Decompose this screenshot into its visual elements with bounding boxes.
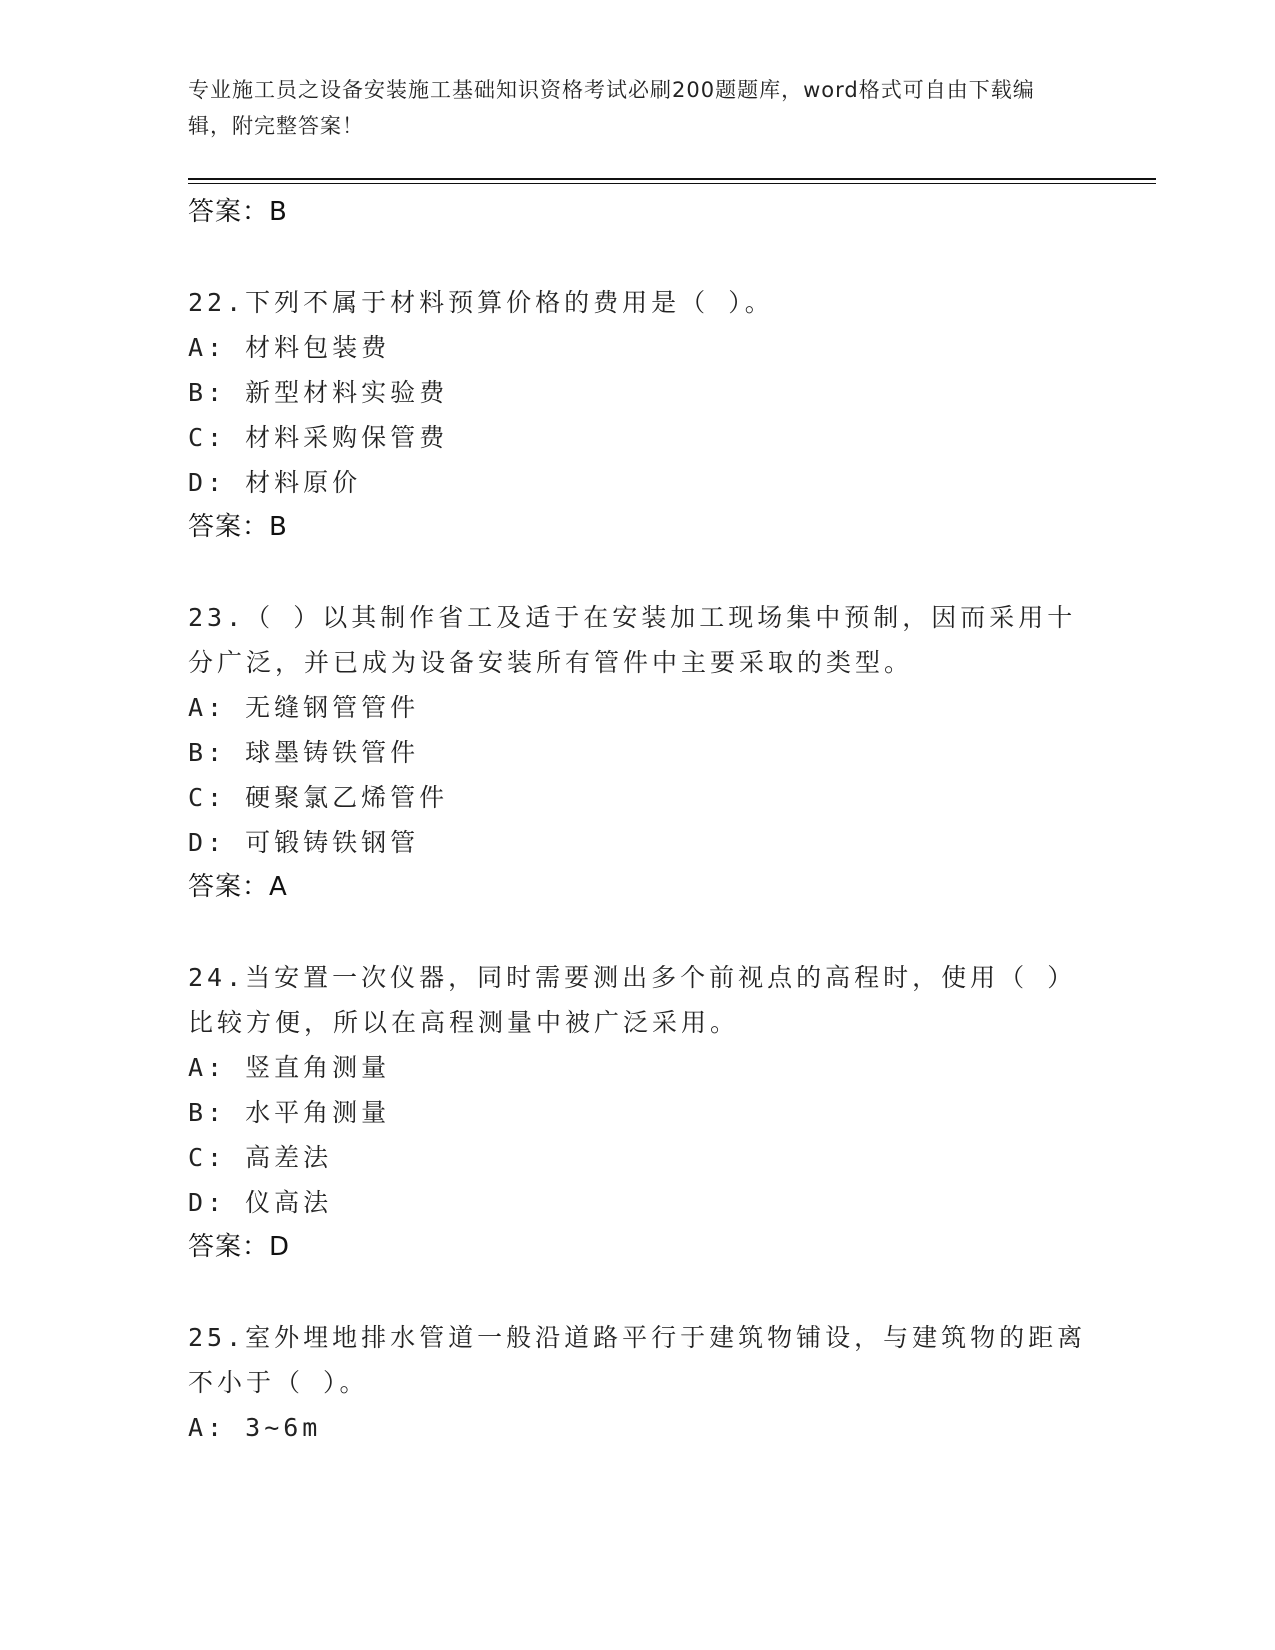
answer-line: 答案：B [188,197,288,227]
option-a: A: 无缝钢管管件 [188,693,420,722]
answer-line: 答案：A [188,872,288,902]
option-c: C: 硬聚氯乙烯管件 [188,783,449,812]
option-d: D: 仪高法 [188,1188,333,1217]
question-list [188,190,1088,1450]
question-text: 24.当安置一次仪器，同时需要测出多个前视点的高程时，使用（ ）比较方便，所以在高程测量中被广泛采用。 [188,963,1077,1037]
question-text: 23.（ ）以其制作省工及适于在安装加工现场集中预制，因而采用十分广泛，并已成为设备安装所有管件中主要采取的类型。 [188,603,1077,677]
question-block [188,955,1088,1269]
option-c: C: 高差法 [188,1143,333,1172]
answer-line: 答案：D [188,1232,291,1262]
option-b: B: 球墨铸铁管件 [188,738,420,767]
question-text: 25.室外埋地排水管道一般沿道路平行于建筑物铺设，与建筑物的距离不小于（ ）。 [188,1323,1087,1397]
option-d: D: 可锻铸铁钢管 [188,828,420,857]
question-block [188,595,1088,909]
option-b: B: 新型材料实验费 [188,378,449,407]
header-divider-thin [188,183,1156,184]
question-block [188,1315,1088,1450]
question-text: 22.下列不属于材料预算价格的费用是（ ）。 [188,288,774,317]
option-d: D: 材料原价 [188,468,362,497]
answer-line: 答案：B [188,512,288,542]
option-c: C: 材料采购保管费 [188,423,449,452]
option-b: B: 水平角测量 [188,1098,391,1127]
option-a: A: 竖直角测量 [188,1053,391,1082]
option-a: A: 3~6m [188,1413,322,1442]
question-block [188,280,1088,549]
header-divider-thick [188,178,1156,180]
document-header: 专业施工员之设备安装施工基础知识资格考试必刷200题题库，word格式可自由下载编辑，附完整答案！ [188,78,1035,138]
option-a: A: 材料包装费 [188,333,391,362]
